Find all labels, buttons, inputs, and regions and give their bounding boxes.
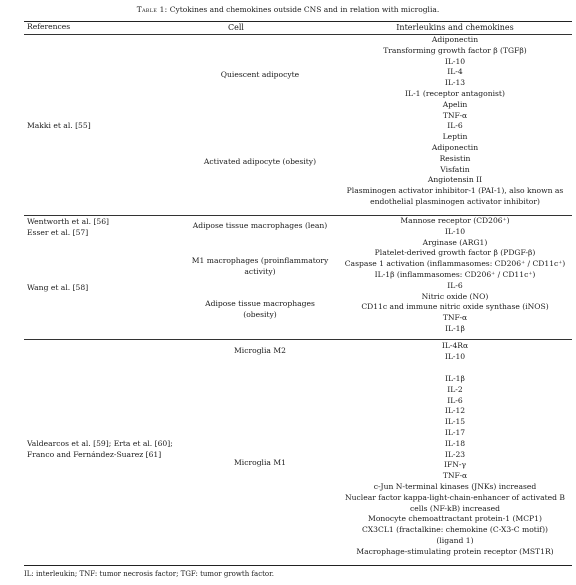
interleukin-item: IL-6 xyxy=(447,280,463,290)
interleukin-item: Angiotensin II xyxy=(427,175,483,185)
interleukin-item: IL-4 xyxy=(447,67,463,77)
interleukin-item: Apelin xyxy=(442,99,468,109)
interleukin-item: c-Jun N-terminal kinases (JNKs) increased xyxy=(373,481,537,491)
interleukin-item: TNF-α xyxy=(442,110,468,120)
reference-makki: Makki et al. [55] xyxy=(27,121,91,130)
interleukin-item: IL-6 xyxy=(447,395,463,405)
interleukin-item: IL-1β xyxy=(445,323,465,333)
interleukin-list-group-1 xyxy=(320,35,576,208)
interleukin-item: Plasminogen activator inhibitor-1 (PAI-1), also known as endothelial plasminogen activator inhibitor) xyxy=(346,186,564,206)
header-interleukins-label: Interleukins and chemokines xyxy=(396,23,514,32)
interleukin-item: Arginase (ARG1) xyxy=(422,237,488,247)
interleukin-item: Resistin xyxy=(439,153,471,163)
header-cell-label: Cell xyxy=(228,23,244,32)
reference-wentworth: Wentworth et al. [56] xyxy=(27,217,110,226)
interleukin-item: IL-10 xyxy=(444,226,466,236)
interleukin-item: IL-6 xyxy=(447,121,463,131)
reference-franco: Franco and Fernández-Suarez [61] xyxy=(27,450,162,459)
interleukin-item: IL-13 xyxy=(444,78,466,88)
cytokine-table xyxy=(24,21,572,566)
cell-microglia-m2: Microglia M2 xyxy=(234,346,286,355)
interleukin-item: Transforming growth factor β (TGFβ) xyxy=(383,45,527,55)
interleukin-item: IL-10 xyxy=(444,56,466,66)
cell-m1-macrophages: M1 macrophages (proinflammatory activity) xyxy=(191,256,329,276)
reference-esser: Esser et al. [57] xyxy=(27,228,89,237)
interleukin-item: CX3CL1 (fractalkine: chemokine (C-X3-C motif)) (ligand 1) xyxy=(361,525,549,545)
interleukin-item: IL-1 (receptor antagonist) xyxy=(405,88,505,98)
interleukin-item: IL-23 xyxy=(444,449,466,459)
interleukin-item: IL-12 xyxy=(444,406,466,416)
reference-valdearcos-erta: Valdearcos et al. [59]; Erta et al. [60]; xyxy=(27,439,173,448)
interleukin-item: Adiponectin xyxy=(431,35,479,44)
interleukin-item: Monocyte chemoattractant protein-1 (MCP1) xyxy=(368,514,542,524)
interleukin-item: Nuclear factor kappa-light-chain-enhancer of activated B cells (NF-kB) increased xyxy=(344,492,566,513)
interleukin-item: Platelet-derived growth factor β (PDGF-β) xyxy=(374,248,536,258)
table-caption xyxy=(0,5,576,14)
header-references: References xyxy=(27,22,71,31)
cell-quiescent-adipocyte: Quiescent adipocyte xyxy=(220,70,300,79)
interleukin-item: Leptin xyxy=(442,132,468,142)
interleukin-item: Caspase 1 activation (inflammasomes: CD206⁺ / CD11c⁺) xyxy=(344,259,566,269)
interleukin-item: IL-17 xyxy=(444,427,466,437)
table-caption-label: Table 1: xyxy=(136,5,168,14)
interleukin-item: TNF-α xyxy=(442,471,468,481)
table-caption-text: Cytokines and chemokines outside CNS and in relation with microglia. xyxy=(169,5,440,14)
interleukin-list-group-2 xyxy=(320,216,576,335)
interleukin-item: IFN-γ xyxy=(443,460,467,470)
table-footnote: IL: interleukin; TNF: tumor necrosis factor; TGF: tumor growth factor. xyxy=(24,570,274,578)
interleukin-item: CD11c and immune nitric oxide synthase (iNOS) xyxy=(361,302,549,312)
interleukin-list-microglia-m1 xyxy=(320,374,576,558)
interleukin-item: TNF-α xyxy=(442,313,468,323)
interleukin-item: IL-10 xyxy=(444,351,466,361)
group-separator-2 xyxy=(24,339,572,340)
interleukin-item: IL-1β xyxy=(445,374,465,383)
interleukin-item: Nitric oxide (NO) xyxy=(421,291,489,301)
cell-activated-adipocyte: Activated adipocyte (obesity) xyxy=(203,157,317,166)
interleukin-item: Visfatin xyxy=(440,164,470,174)
cell-atm-lean: Adipose tissue macrophages (lean) xyxy=(192,221,328,230)
interleukin-list-microglia-m2 xyxy=(320,341,576,363)
interleukin-item: IL-2 xyxy=(447,384,463,394)
cell-atm-obesity: Adipose tissue macrophages (obesity) xyxy=(205,299,315,319)
interleukin-item: Adiponectin xyxy=(431,142,479,152)
interleukin-item: IL-4Rα xyxy=(441,341,469,350)
interleukin-item: IL-1β (inflammasomes: CD206⁺ / CD11c⁺) xyxy=(374,269,536,279)
reference-wang: Wang et al. [58] xyxy=(27,283,89,292)
interleukin-item: Mannose receptor (CD206⁺) xyxy=(400,216,510,225)
interleukin-item: IL-18 xyxy=(444,438,466,448)
table-bottom-rule xyxy=(24,565,572,566)
interleukin-item: Macrophage-stimulating protein receptor (MST1R) xyxy=(356,546,554,556)
cell-microglia-m1: Microglia M1 xyxy=(234,458,286,467)
interleukin-item: IL-15 xyxy=(444,417,466,427)
